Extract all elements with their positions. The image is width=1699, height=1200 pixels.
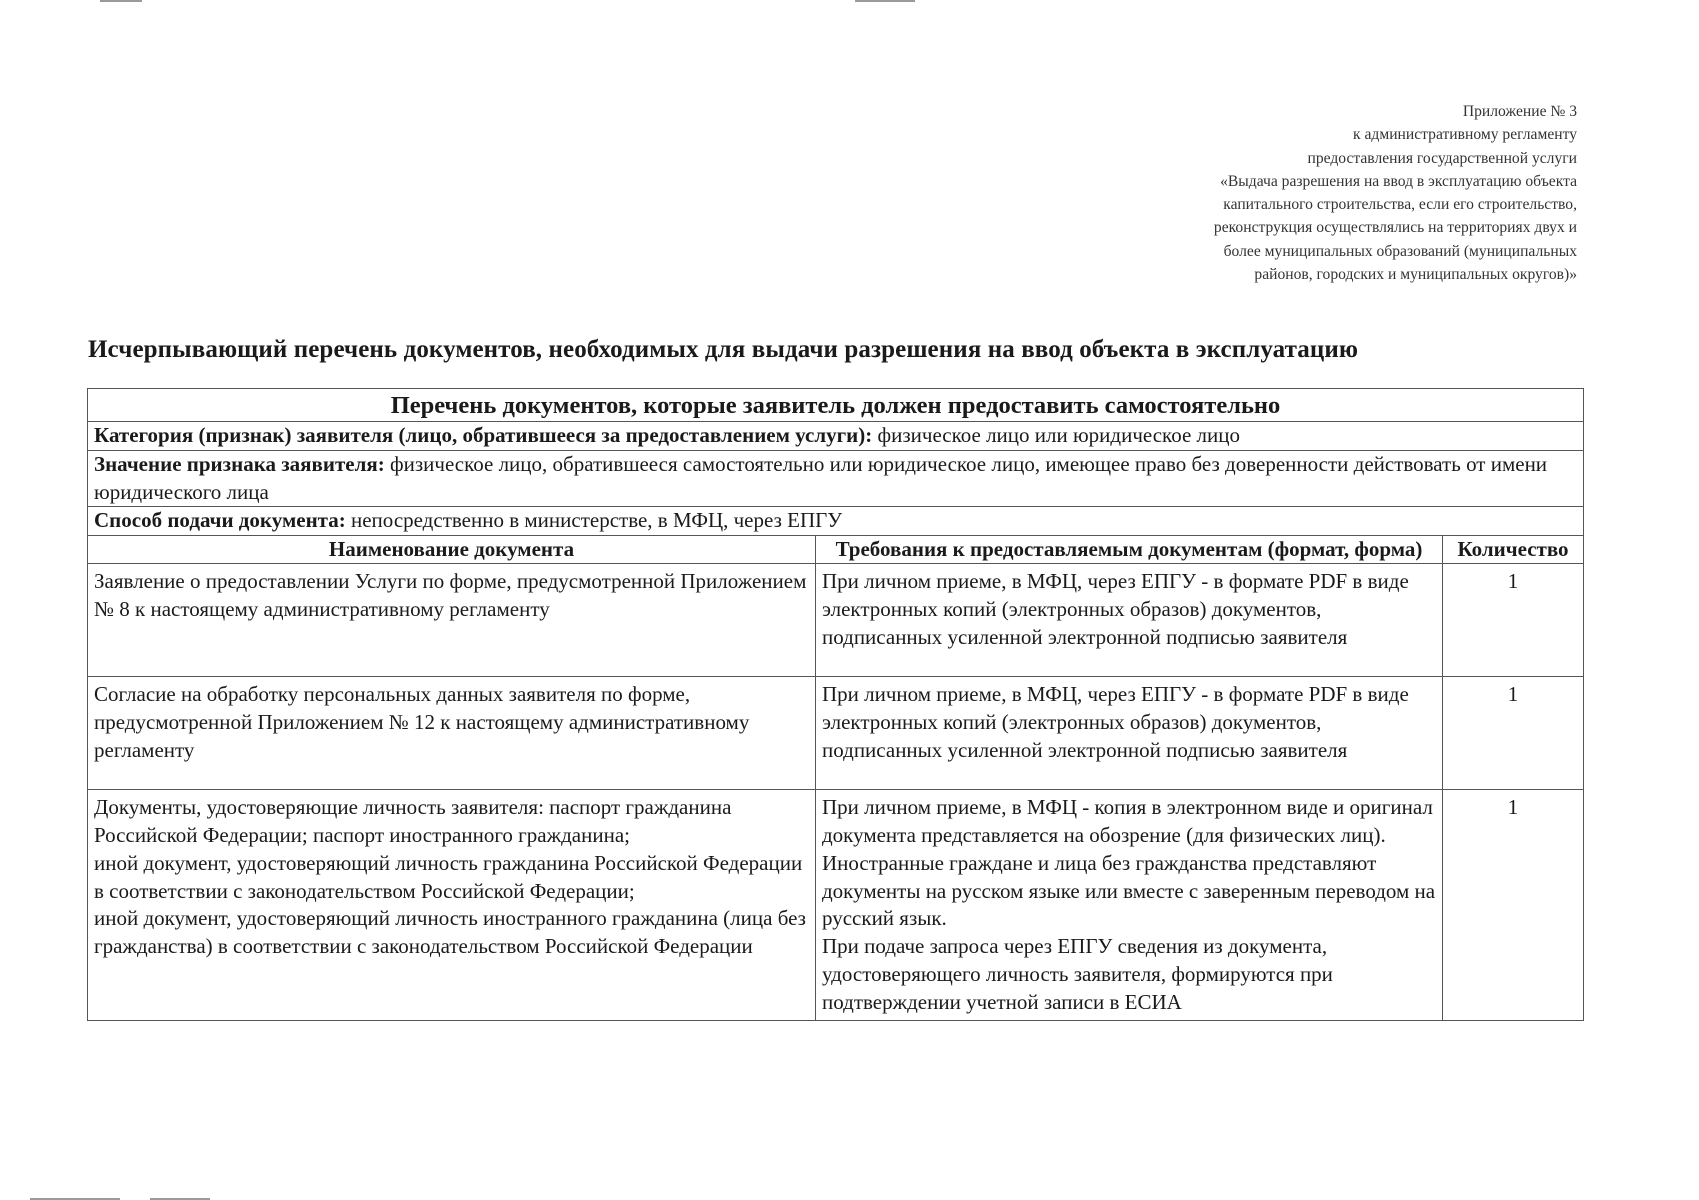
document-name-cell: Согласие на обработку персональных данных заявителя по форме, предусмотренной Приложением № 12 к настоящему административному регламенту [88, 677, 816, 790]
column-header-requirements: Требования к предоставляемым документам (формат, форма) [816, 536, 1443, 564]
appendix-line: более муниципальных образований (муниципальных [1223, 242, 1577, 260]
appendix-line: к административному регламенту [1353, 126, 1577, 144]
appendix-line: Приложение № 3 [1462, 103, 1577, 120]
submission-method-row [88, 507, 1584, 536]
scan-edge-mark [855, 0, 915, 2]
documents-table [87, 388, 1584, 1021]
table-row [88, 564, 1584, 677]
applicant-sign-label: Значение признака заявителя: [94, 451, 385, 476]
scan-edge-mark [100, 0, 142, 2]
applicant-category-value: физическое лицо или юридическое лицо [872, 423, 1240, 447]
document-quantity-cell: 1 [1443, 790, 1584, 1020]
document-quantity-cell: 1 [1443, 564, 1584, 677]
document-quantity-cell: 1 [1443, 677, 1584, 790]
document-requirements-cell: При личном приеме, в МФЦ, через ЕПГУ - в формате PDF в виде электронных копий (электронных образов) документов, подписанных усиленной электронной подписью заявителя [816, 677, 1443, 790]
applicant-sign-row [88, 450, 1584, 507]
appendix-line: «Выдача разрешения на ввод в эксплуатацию объекта [1220, 172, 1577, 190]
submission-method [88, 507, 1584, 536]
appendix-line: предоставления государственной услуги [1307, 149, 1577, 167]
appendix-reference [1017, 100, 1577, 286]
column-header-name: Наименование документа [88, 536, 816, 564]
column-header-quantity: Количество [1443, 536, 1584, 564]
appendix-line: капитального строительства, если его строительство, [1223, 196, 1577, 214]
applicant-category [88, 422, 1584, 451]
appendix-line: районов, городских и муниципальных округов)» [1254, 266, 1577, 284]
document-requirements-cell: При личном приеме, в МФЦ, через ЕПГУ - в формате PDF в виде электронных копий (электронных образов) документов, подписанных усиленной электронной подписью заявителя [816, 564, 1443, 677]
applicant-sign [88, 450, 1584, 507]
document-name-cell: Заявление о предоставлении Услуги по форме, предусмотренной Приложением № 8 к настоящему административному регламенту [88, 564, 816, 677]
appendix-line: реконструкция осуществлялись на территориях двух и [1213, 219, 1577, 237]
document-title: Исчерпывающий перечень документов, необходимых для выдачи разрешения на ввод объекта в эксплуатацию [88, 336, 1359, 363]
section-header-row [88, 389, 1584, 422]
document-requirements-cell: При личном приеме, в МФЦ - копия в электронном виде и оригинал документа представляется на обозрение (для физических лиц). Иностранные граждане и лица без гражданства представляют документы на русском языке или вместе с заверенным переводом на русский язык. При подаче запроса через ЕПГУ сведения из документа, удостоверяющего личность заявителя, формируются при подтверждении учетной записи в ЕСИА [816, 790, 1443, 1020]
section-header: Перечень документов, которые заявитель должен предоставить самостоятельно [88, 389, 1584, 422]
submission-method-value: непосредственно в министерстве, в МФЦ, через ЕПГУ [345, 508, 843, 533]
table-row [88, 790, 1584, 1020]
applicant-sign-value: физическое лицо, обратившееся самостоятельно или юридическое лицо, имеющее право без доверенности действовать от имени юридического лица [94, 451, 1548, 504]
submission-method-label: Способ подачи документа: [94, 508, 346, 533]
column-header-row [88, 536, 1584, 564]
table-row [88, 677, 1584, 790]
applicant-category-row [88, 422, 1584, 451]
document-name-cell: Документы, удостоверяющие личность заявителя: паспорт гражданина Российской Федерации; паспорт иностранного гражданина; иной документ, удостоверяющий личность гражданина Российской Федерации в соответствии с законодательством Российской Федерации; иной документ, удостоверяющий личность иностранного гражданина (лица без гражданства) в соответствии с законодательством Российской Федерации [88, 790, 816, 1020]
applicant-category-label: Категория (признак) заявителя (лицо, обратившееся за предоставлением услуги): [94, 423, 873, 447]
